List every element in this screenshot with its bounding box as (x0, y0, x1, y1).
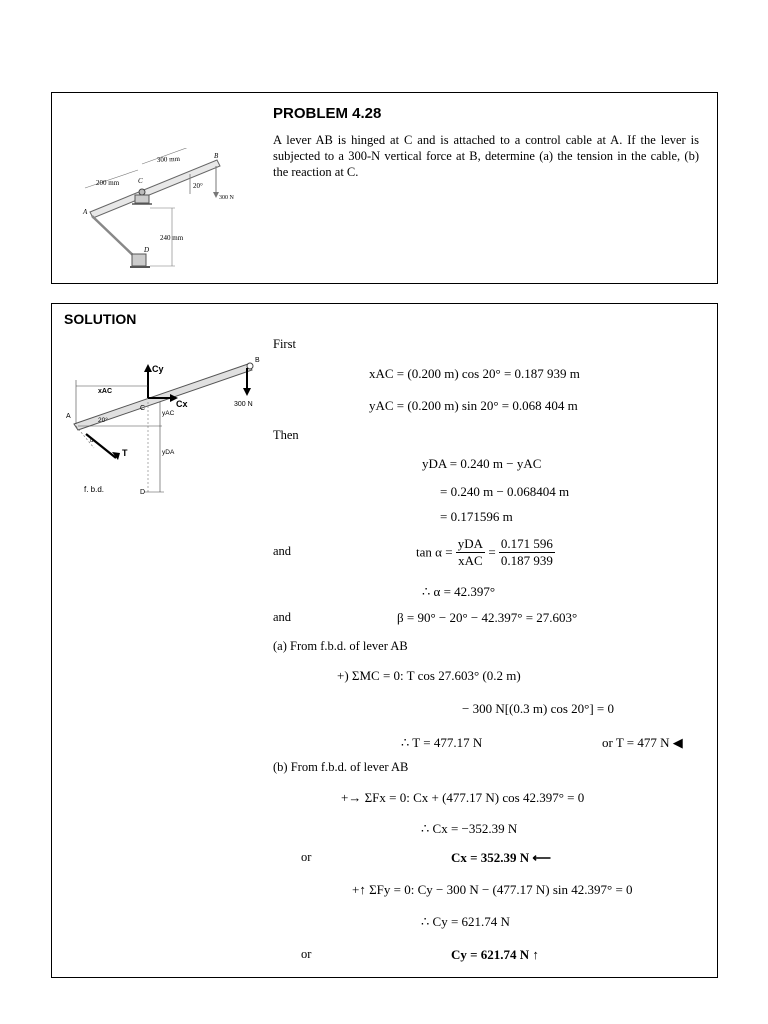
cable-ad (92, 216, 138, 260)
fbd-label-yac: yAC (162, 410, 175, 417)
eq-yac: yAC = (0.200 m) sin 20° = 0.068 404 m (369, 398, 578, 413)
eq-fy: +↑ ΣFy = 0: Cy − 300 N − (477.17 N) sin 42.397° = 0 (352, 882, 633, 897)
eq-tan-val-frac (499, 536, 555, 569)
solution-box (51, 303, 718, 978)
answer-t: or T = 477 N ◀ (602, 735, 683, 750)
fbd-label-alpha: α (90, 438, 94, 444)
eq-fx: +→ ΣFx = 0: Cx + (477.17 N) cos 42.397° = 0 (341, 790, 585, 805)
fig-label-a: A (83, 208, 88, 216)
eq-yda-1: yDA = 0.240 m − yAC (422, 456, 542, 471)
fig-dim-200: 200 mm (96, 179, 120, 187)
text-and-2: and (273, 610, 292, 624)
text-part-a: (a) From f.b.d. of lever AB (273, 639, 408, 653)
fbd-label-t: T (122, 448, 128, 458)
problem-title: PROBLEM 4.28 (273, 105, 382, 122)
fig-dim-300: 300 mm (156, 154, 181, 164)
solution-title: SOLUTION (64, 311, 137, 327)
answer-cy: Cy = 621.74 N ↑ (451, 947, 539, 962)
hinge-c (139, 189, 145, 195)
eq-tan: tan α = $\frac{\text{yDA}}{\text{xAC}}$ = $\frac{0.171 596}{0.187 939}$ (416, 536, 553, 568)
text-or-1: or (301, 850, 312, 864)
eq-cx: ∴ Cx = −352.39 N (421, 821, 518, 836)
eq-tan-val-num: 0.171 596 (500, 536, 553, 551)
eq-moment-2: − 300 N[(0.3 m) cos 20°] = 0 (462, 701, 615, 716)
fbd-label-force: 300 N (234, 401, 253, 408)
fbd-label-angle: 20° (98, 417, 108, 424)
fig-label-c: C (138, 177, 143, 185)
support-c (135, 195, 149, 203)
eq-yda-3: = 0.171596 m (440, 509, 513, 524)
text-first: First (273, 337, 296, 351)
eq-tan-sym-num: yDA (457, 536, 484, 551)
fbd-label-cx: Cx (176, 399, 188, 409)
answer-cx: Cx = 352.39 N ⟵ (451, 850, 552, 865)
eq-xac: xAC = (0.200 m) cos 20° = 0.187 939 m (369, 366, 580, 381)
eq-tan-val-den: 0.187 939 (500, 553, 553, 568)
fig-force: 300 N (219, 195, 234, 201)
support-d (132, 254, 146, 266)
problem-box (51, 92, 718, 284)
eq-cy: ∴ Cy = 621.74 N (421, 914, 510, 929)
fbd-caption: f. b.d. (84, 485, 105, 494)
fig-label-b: B (214, 152, 219, 160)
eq-alpha: ∴ α = 42.397° (422, 584, 496, 599)
eq-beta: β = 90° − 20° − 42.397° = 27.603° (397, 610, 578, 625)
fbd-label-b: B (255, 357, 260, 364)
text-or-2: or (301, 947, 312, 961)
text-part-b: (b) From f.b.d. of lever AB (273, 760, 409, 774)
eq-tan-sym-frac (456, 536, 485, 569)
fbd-label-cy: Cy (152, 364, 164, 374)
fbd-label-a: A (66, 413, 71, 420)
fig-label-d: D (144, 246, 150, 254)
eq-tan-sym-den: xAC (458, 553, 483, 568)
eq-yda-2: = 0.240 m − 0.068404 m (440, 484, 570, 499)
fbd-label-d: D (140, 489, 146, 496)
eq-t: ∴ T = 477.17 N (401, 735, 483, 750)
fbd-label-xac: xAC (98, 388, 113, 395)
text-then: Then (273, 428, 299, 442)
fbd-label-c: C (140, 405, 146, 412)
fig-dim-240: 240 mm (160, 234, 184, 242)
fig-angle: 20° (193, 182, 203, 190)
problem-figure (80, 148, 270, 278)
fbd-label-yda: yDA (162, 449, 175, 456)
text-and-1: and (273, 544, 292, 558)
eq-moment-1: +) ΣMC = 0: T cos 27.603° (0.2 m) (337, 668, 521, 683)
eq-tan-lhs: tan α = (416, 544, 453, 560)
free-body-diagram (64, 352, 262, 500)
problem-statement: A lever AB is hinged at C and is attached to a control cable at A. If the lever is subjected to a 300-N vertical force at B, determine (a) the tension in the cable, (b) the reaction at C. (273, 133, 699, 179)
